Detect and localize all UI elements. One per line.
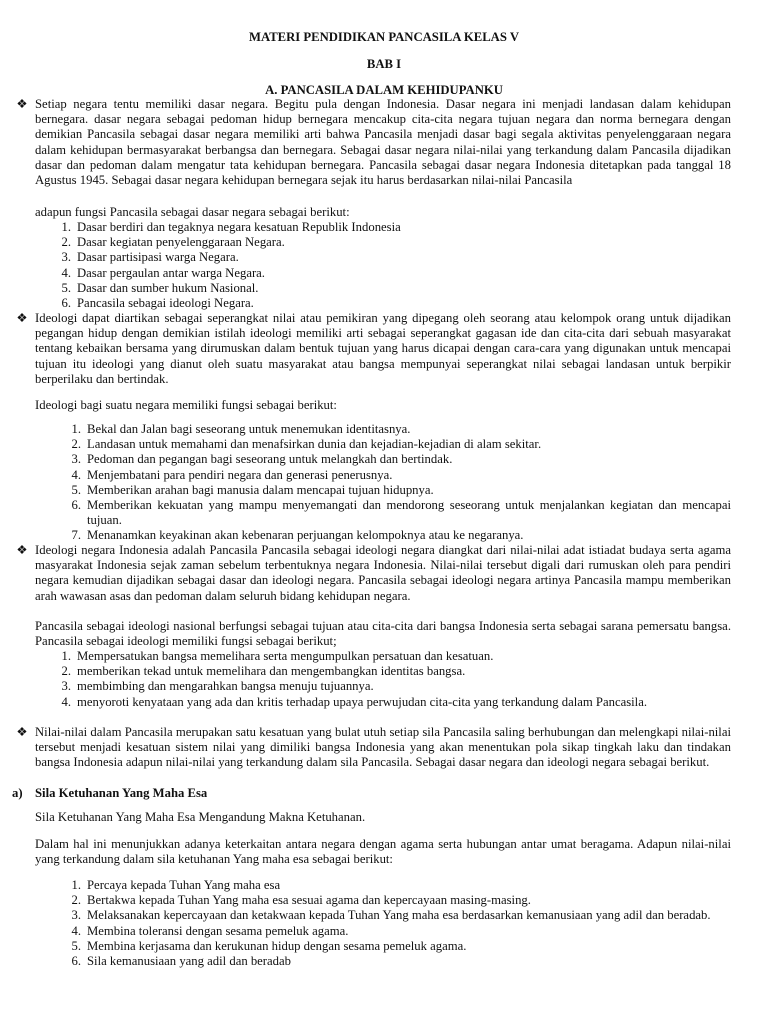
list-item: 6. Pancasila sebagai ideologi Negara.: [61, 296, 254, 311]
bullet-icon: ❖: [16, 725, 28, 739]
chapter-heading: BAB I: [366, 57, 402, 71]
paragraph-dasar-negara: Setiap negara tentu memiliki dasar negara. Begitu pula dengan Indonesia. Dasar negara ini menjadi landasan dalam kehidupan bernegara. dasar negara sebagai pedoman hidup bernegara mencakup cita-cita negara tujuan negara dan norma bernegara dengan demikian Pancasila sebagai dasar negara memiliki arti bahwa Pancasila menjadi dasar bagi segala aktivitas penyelenggaraan negara dalam kehidupan bermasyarakat berbangsa dan bernegara. Sebagai dasar negara nilai-nilai yang terkandung dalam Pancasila dijadikan dasar dan pedoman dalam mengatur tata kehidupan bernegara. Pancasila sebagai dasar negara Indonesia ditetapkan pada tanggal 18 Agustus 1945. Sebagai dasar negara kehidupan bernegara sejak itu harus berdasarkan nilai-nilai Pancasila: [35, 97, 731, 188]
list-item: 2. Bertakwa kepada Tuhan Yang maha esa sesuai agama dan kepercayaan masing-masing.: [71, 893, 531, 908]
list-fungsi-dasar-negara: [45, 220, 731, 311]
bullet-icon: ❖: [16, 97, 28, 111]
list-item: 1. Mempersatukan bangsa memelihara serta mengumpulkan persatuan dan kesatuan.: [61, 649, 494, 663]
list-item: 2. memberikan tekad untuk memelihara dan mengembangkan identitas bangsa.: [61, 664, 466, 679]
list-item: 1. Bekal dan Jalan bagi seseorang untuk menemukan identitasnya.: [71, 422, 411, 436]
paragraph-intro: adapun fungsi Pancasila sebagai dasar negara sebagai berikut:: [35, 205, 350, 219]
list-item: 5. Membina kerjasama dan kerukunan hidup dengan sesama pemeluk agama.: [71, 938, 467, 953]
list-item: 5. Memberikan arahan bagi manusia dalam mencapai tujuan hidupnya.: [71, 482, 434, 497]
list-fungsi-ideologi: [45, 422, 731, 544]
bullet-icon: ❖: [16, 543, 28, 557]
list-item: 2. Landasan untuk memahami dan menafsirkan dunia dan kejadian-kejadian di alam sekitar.: [71, 437, 542, 452]
list-item: 3. Dasar partisipasi warga Negara.: [61, 250, 239, 265]
list-item: 4. Membina toleransi dengan sesama pemeluk agama.: [71, 923, 349, 938]
list-item: 1. Percaya kepada Tuhan Yang maha esa: [71, 878, 281, 892]
list-item: 6. Memberikan kekuatan yang mampu menyemangati dan mendorong seseorang untuk menjalankan kegiatan dan mencapai tujuan.: [71, 498, 731, 528]
sila-makna: Sila Ketuhanan Yang Maha Esa Mengandung Makna Ketuhanan.: [35, 810, 366, 824]
paragraph-ideologi-nasional: Pancasila sebagai ideologi nasional berfungsi sebagai tujuan atau cita-cita dari bangsa Indonesia serta sebagai sarana pemersatu bangsa. Pancasila sebagai ideologi memiliki fungsi sebagai berikut;: [35, 619, 731, 649]
document-title: MATERI PENDIDIKAN PANCASILA KELAS V: [249, 30, 519, 44]
paragraph-intro: Ideologi bagi suatu negara memiliki fungsi sebagai berikut:: [35, 398, 337, 412]
list-item: 3. Pedoman dan pegangan bagi seseorang untuk melangkah dan bertindak.: [71, 452, 453, 467]
list-item: 4. Dasar pergaulan antar warga Negara.: [61, 265, 265, 280]
list-item: 3. membimbing dan mengarahkan bangsa menuju tujuannya.: [61, 679, 374, 694]
bullet-icon: ❖: [16, 311, 28, 325]
section-marker: a): [12, 786, 23, 800]
paragraph-nilai-pancasila: Nilai-nilai dalam Pancasila merupakan satu kesatuan yang bulat utuh setiap sila Pancasila saling berhubungan dan melengkapi nilai-nilai tersebut menjadi kesatuan sistem nilai yang dimiliki bangsa Indonesia yang akan menentukan pola sikap tingkah laku dan tindakan bangsa Indonesia adapun nilai-nilai yang terkandung dalam sila Pancasila. Sebagai dasar negara dan ideologi negara sebagai berikut.: [35, 725, 731, 770]
list-item: 7. Menanamkan keyakinan akan kebenaran perjuangan kelompoknya atau ke negaranya.: [71, 528, 524, 543]
list-fungsi-pancasila: [45, 649, 731, 710]
sila-heading: Sila Ketuhanan Yang Maha Esa: [35, 786, 208, 800]
list-nilai-sila-1: [45, 878, 731, 969]
list-item: 5. Dasar dan sumber hukum Nasional.: [61, 280, 259, 295]
list-item: 3. Melaksanakan kepercayaan dan ketakwaan kepada Tuhan Yang maha esa berdasarkan kemanusiaan yang adil dan beradab.: [71, 908, 711, 923]
sila-paragraph: Dalam hal ini menunjukkan adanya keterkaitan antara negara dengan agama serta hubungan antar umat beragama. Adapun nilai-nilai yang terkandung dalam sila ketuhanan Yang maha esa sebagai berikut:: [35, 837, 731, 867]
list-item: 4. Menjembatani para pendiri negara dan generasi penerusnya.: [71, 467, 393, 482]
list-item: 2. Dasar kegiatan penyelenggaraan Negara.: [61, 235, 285, 250]
list-item: 1. Dasar berdiri dan tegaknya negara kesatuan Republik Indonesia: [61, 220, 401, 234]
list-item: 4. menyoroti kenyataan yang ada dan kritis terhadap upaya perwujudan cita-cita yang terkandung dalam Pancasila.: [61, 694, 648, 709]
list-item: 6. Sila kemanusiaan yang adil dan beradab: [71, 954, 291, 969]
paragraph-ideologi-indonesia: Ideologi negara Indonesia adalah Pancasila Pancasila sebagai ideologi negara diangkat dari nilai-nilai adat istiadat budaya serta agama masyarakat Indonesia sejak zaman sebelum terbentuknya negara Indonesia. Nilai-nilai tersebut digali dari rumuskan oleh para pendiri negara kemudian dijadikan sebagai dasar dan ideologi negara. Pancasila sebagai ideologi negara artinya Pancasila mampu memberikan arah wawasan asas dan pedoman dalam seluruh bidang kehidupan negara.: [35, 543, 731, 603]
section-heading: A. PANCASILA DALAM KEHIDUPANKU: [265, 83, 503, 97]
paragraph-ideologi: Ideologi dapat diartikan sebagai seperangkat nilai atau pemikiran yang dipegang oleh seorang atau kelompok orang untuk dijadikan pegangan hidup dengan demikian istilah ideologi memiliki arti sebagai seperangkat gagasan ide dan cita-cita dari sebuah masyarakat tentang kebaikan bersama yang dirumuskan dalam bentuk tujuan yang harus dicapai dengan cara-cara yang digunakan untuk mencapai tujuan itu ideologi yang dianut oleh suatu masyarakat atau bangsa mempunyai seperangkat nilai sebagai landasan untuk berpikir berperilaku dan bertindak.: [35, 311, 731, 386]
